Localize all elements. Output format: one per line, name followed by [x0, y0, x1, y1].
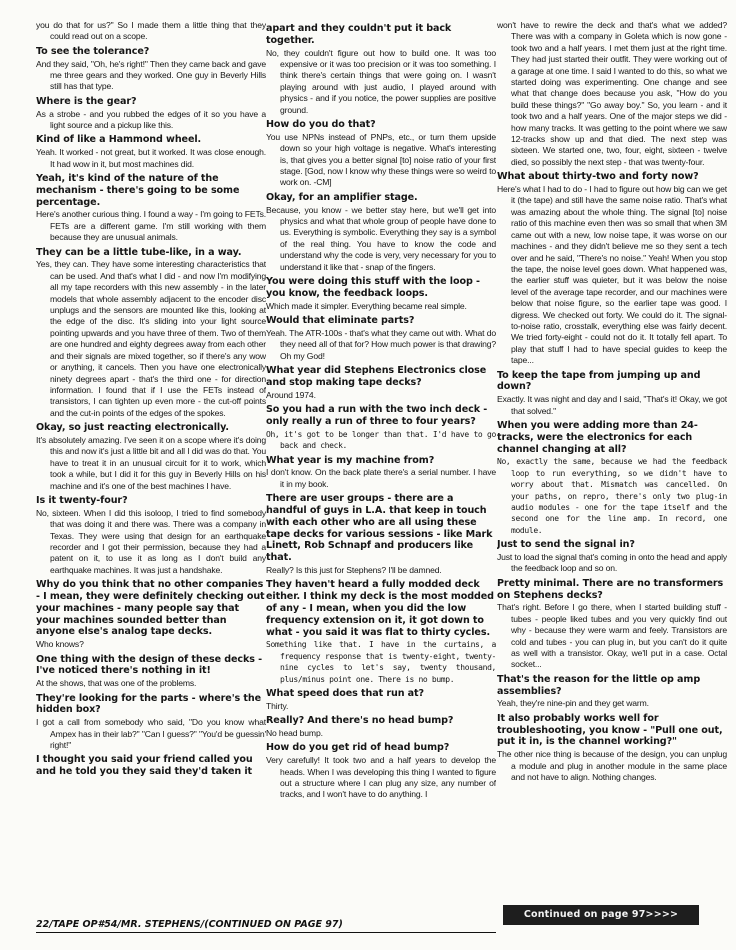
interview-answer: That's right. Before I go there, when I started building stuff - tubes - people liked tubes and you very quickly find out why - because they were warm and feely. Transistors are cold and tubes - you can plug in, but you can't do it quite as well with a transistor. Okay, we'll put in a case. Octal socket... — [497, 602, 727, 670]
interview-answer: Yes, they can. They have some interesting characteristics that can be used. And that's what I did - and now I'm modifying all my tape recorders with this new assembly - in the later models that whole assembly adjacent to the encoder disc unplugs and the sensors are mounted like this, looking at the edge of the disc. It's sliding into your light source pointing upwards and you have three of them. Two of them are one hundred and eighty degrees away from each other and their signals are mixed together, so if there's any wow or anything, it cancels. Then you have one electronically ninety degrees apart - that's the third one - for direction information. I found that if I use the FETs instead of transistors, I can tighten up even more - the cut-off points and the cut-in points of the edges of the spokes. — [36, 259, 266, 418]
interview-question: There are user groups - there are a handful of guys in L.A. that keep in touch with each other who are all using these tape decks for various sessions - like Mark Linett, Rob Schnapf and producers like that. — [266, 493, 493, 564]
interview-answer: Exactly. It was night and day and I said, "That's it! Okay, we got that solved." — [497, 394, 727, 416]
interview-question: Why do you think that no other companies - I mean, they were definitely checking out your machines - many people say that your machines sounded better than anyone else's analog tape decks. — [36, 579, 265, 638]
interview-question: They haven't heard a fully modded deck either. I think my deck is the most modded of any - I mean, when you did the low frequency extension on it, it got down to what - you said it was flat to thirty cycles. — [266, 579, 494, 638]
interview-answer: Who knows? — [36, 639, 84, 650]
interview-answer: I got a call from somebody who said, "Do you know what Ampex has in their lab?" "Can I guess?" "You'd be guessin' right!" — [36, 717, 266, 750]
interview-question: How do you get rid of head bump? — [266, 742, 450, 754]
interview-question: They can be a little tube-like, in a way. — [36, 246, 242, 258]
interview-answer: Which made it simpler. Everything became real simple. — [266, 300, 467, 311]
interview-question: I thought you said your friend called you and he told you they said they'd taken it — [36, 754, 253, 778]
interview-question: What speed does that run at? — [266, 687, 424, 699]
interview-question: You were doing this stuff with the loop - you know, the feedback loops. — [266, 276, 480, 299]
column-3 — [497, 20, 727, 916]
interview-question: What year is my machine from? — [266, 454, 435, 466]
interview-answer: As a strobe - and you rubbed the edges of it so you have a light source and a pickup like this. — [36, 108, 266, 131]
interview-answer: And they said, "Oh, he's right!" Then they came back and gave me three gears and they worked. One guy in Beverly Hills still has that type. — [36, 58, 266, 92]
interview-answer: The other nice thing is because of the design, you can unplug a module and plug in another module in the same place and not have to align. Nothing changes. — [497, 749, 727, 783]
interview-answer: Yeah. The ATR-100s - that's what they came out with. What do they need all of that for? How much power is that drawing? Oh my God! — [266, 327, 496, 361]
interview-question: It also probably works well for troubleshooting, you know - "Pull one out, put it in, is the channel working?" — [497, 712, 723, 748]
interview-answer: Something like that. I have in the curtains, a frequency response that is twenty-eight, twenty-nine cycles to let's say, twenty thousand, plus/minus point one. There is no bump. — [266, 640, 496, 684]
interview-question: How do you do that? — [266, 119, 376, 131]
interview-question: To keep the tape from jumping up and down? — [497, 369, 701, 393]
interview-question: Where is the gear? — [36, 95, 137, 107]
interview-answer: At the shows, that was one of the problems. — [36, 678, 197, 689]
interview-question: When you were adding more than 24-tracks, were the electronics for each channel changing at all? — [497, 419, 698, 455]
interview-answer: You use NPNs instead of PNPs, etc., or turn them upside down so your high voltage is negative. What's interesting is, that gives you a better signal [to] noise ratio of your first stage. [God, now I know why these things were so weird to work on. -CM] — [266, 131, 496, 188]
interview-answer: won't have to rewire the deck and that's what we added? There was with a company in Goleta which is now gone - took two and a half years. I met them just at the right time. They had just started their outfit. They were working out of a garage at one time. I said I wanted to do this, so what we started doing was experimenting. One change and see what that change does because you ask, "How do you build these things?" "Go away boy." So, you learn - and it took two and a half years. One of the major steps we did - how many tracks. It was getting to the point where we saw 12-tracks show up and that died. The next step was sixteen. We started one, two, four, eight, sixteen - twelve died, so possibly the next step - that was twenty-four. — [497, 20, 727, 167]
continued-banner[interactable] — [503, 905, 699, 925]
interview-question: One thing with the design of these decks - I've noticed there's nothing in it! — [36, 653, 263, 677]
interview-answer: No head bump. — [266, 727, 323, 738]
interview-question: Just to send the signal in? — [497, 539, 635, 551]
page-footer — [36, 918, 496, 933]
column-2 — [266, 20, 496, 916]
interview-answer: Very carefully! It took two and a half years to develop the heads. When I was developing this thing I wanted to figure out a structure where I can plug any size, any number of tracks, and I won't have to do anything. I — [266, 755, 496, 800]
interview-answer: Because, you know - we better stay here, but we'll get into physics and what that whole group of people have done to us. Everything is symbolic. Everything they say is a symbol of the real thing. You have to know the code and understand why the code is very, very necessary for you to understand it like that - snap of the fingers. — [266, 204, 496, 272]
footer-text: 22/TAPE OP#54/MR. STEPHENS/(CONTINUED ON PAGE 97) — [36, 919, 343, 930]
interview-question: What year did Stephens Electronics close and stop making tape decks? — [266, 365, 487, 388]
interview-question: Kind of like a Hammond wheel. — [36, 134, 202, 146]
interview-answer: No, sixteen. When I did this isoloop, I tried to find somebody that was doing it and there was. There was a company in Texas. They were using that design for an earthquake recorder and I got their permission, because they had a patent on it, to use it as long as I don't build any earthquake machines. It was just a handshake. — [36, 507, 266, 575]
interview-question: So you had a run with the two inch deck - only really a run of three to four years? — [266, 404, 488, 427]
interview-question: Is it twenty-four? — [36, 494, 128, 506]
interview-question: To see the tolerance? — [36, 45, 150, 57]
interview-answer: Yeah. It worked - not great, but it worked. It was close enough. It had wow in it, but most machines did. — [36, 147, 266, 169]
interview-question: Okay, so just reacting electronically. — [36, 422, 229, 434]
interview-answer: No, exactly the same, because we had the feedback loop to run everything, so we didn't have to worry about that. Mismatch was cancelled. On your paths, on repro, there's only two plug-in audio modules - one for the tape itself and the second one for the line amp. In record, one module. — [497, 457, 727, 535]
interview-answer: No, they couldn't figure out how to build one. It was too expensive or it was too precision or it was too something. I think there's certain things that were going on. I wasn't playing around with just audio, I played around with physics - and if you notice, the power supplies are positive ground. — [266, 47, 496, 115]
interview-answer: Really? Is this just for Stephens? I'll be damned. — [266, 564, 442, 575]
interview-answer: I don't know. On the back plate there's a serial number. I have it in my book. — [266, 467, 496, 489]
interview-question: Really? And there's no head bump? — [266, 715, 454, 727]
continued-text: Continued on page 97>>>> — [523, 909, 679, 920]
interview-question: Yeah, it's kind of the nature of the mechanism - there's going to be some percentage. — [36, 173, 240, 208]
interview-question: apart and they couldn't put it back together. — [266, 23, 452, 46]
interview-question: Would that eliminate parts? — [266, 315, 415, 327]
interview-answer: Here's what I had to do - I had to figure out how big can we get it (the tape) and still have the same noise ratio. That's what was amazing about the whole thing. The signal [to] noise ratio of this machine even then was so small that when 3M came out with a new, low noise tape, it was worse on our machines - and they didn't believe me so they sent a tech over and he said, "There's no noise." Yeah! When you stop the tape, the noise level goes down. What happened was, the earlier stuff was quieter, but it was below the noise level of the average tape recorder, and our machines were below that noise figure, so the earlier tape was good. I digress. We checked out forty. We could do it. The signal-to-noise ratio, crosstalk, everything else was fairly decent. We tried forty-eight - could not do it. It totally fell apart. To play that stuff I had to have special guides to keep the tape... — [497, 184, 727, 366]
interview-answer: you do that for us?" So I made them a little thing that they could read out on a scope. — [36, 20, 266, 42]
interview-answer: Yeah, they're nine-pin and they get warm. — [497, 698, 649, 709]
interview-question: They're looking for the parts - where's the hidden box? — [36, 692, 262, 716]
interview-answer: It's absolutely amazing. I've seen it on a scope where it's doing this and now it's just a little bit and all I did was do that. You have to treat it in an unusual circuit for it to work, which took a while, but I did it for this guy in Beverly Hills on his machine and it's one of the best machines I have. — [36, 434, 266, 491]
interview-question: Okay, for an amplifier stage. — [266, 191, 418, 203]
interview-answer: Here's another curious thing. I found a way - I'm going to FETs. FETs are a different game. I'm still working with them because they are unusual animals. — [36, 209, 266, 243]
column-1 — [36, 20, 266, 916]
interview-answer: Just to load the signal that's coming in onto the head and apply the feedback loop and so on. — [497, 552, 727, 574]
interview-question: What about thirty-two and forty now? — [497, 171, 699, 183]
interview-question: Pretty minimal. There are no transformers on Stephens decks? — [497, 577, 724, 601]
interview-answer: Around 1974. — [266, 389, 316, 400]
interview-answer: Thirty. — [266, 700, 289, 711]
interview-question: That's the reason for the little op amp assemblies? — [497, 673, 701, 697]
interview-answer: Oh, it's got to be longer than that. I'd have to go back and check. — [266, 429, 496, 451]
